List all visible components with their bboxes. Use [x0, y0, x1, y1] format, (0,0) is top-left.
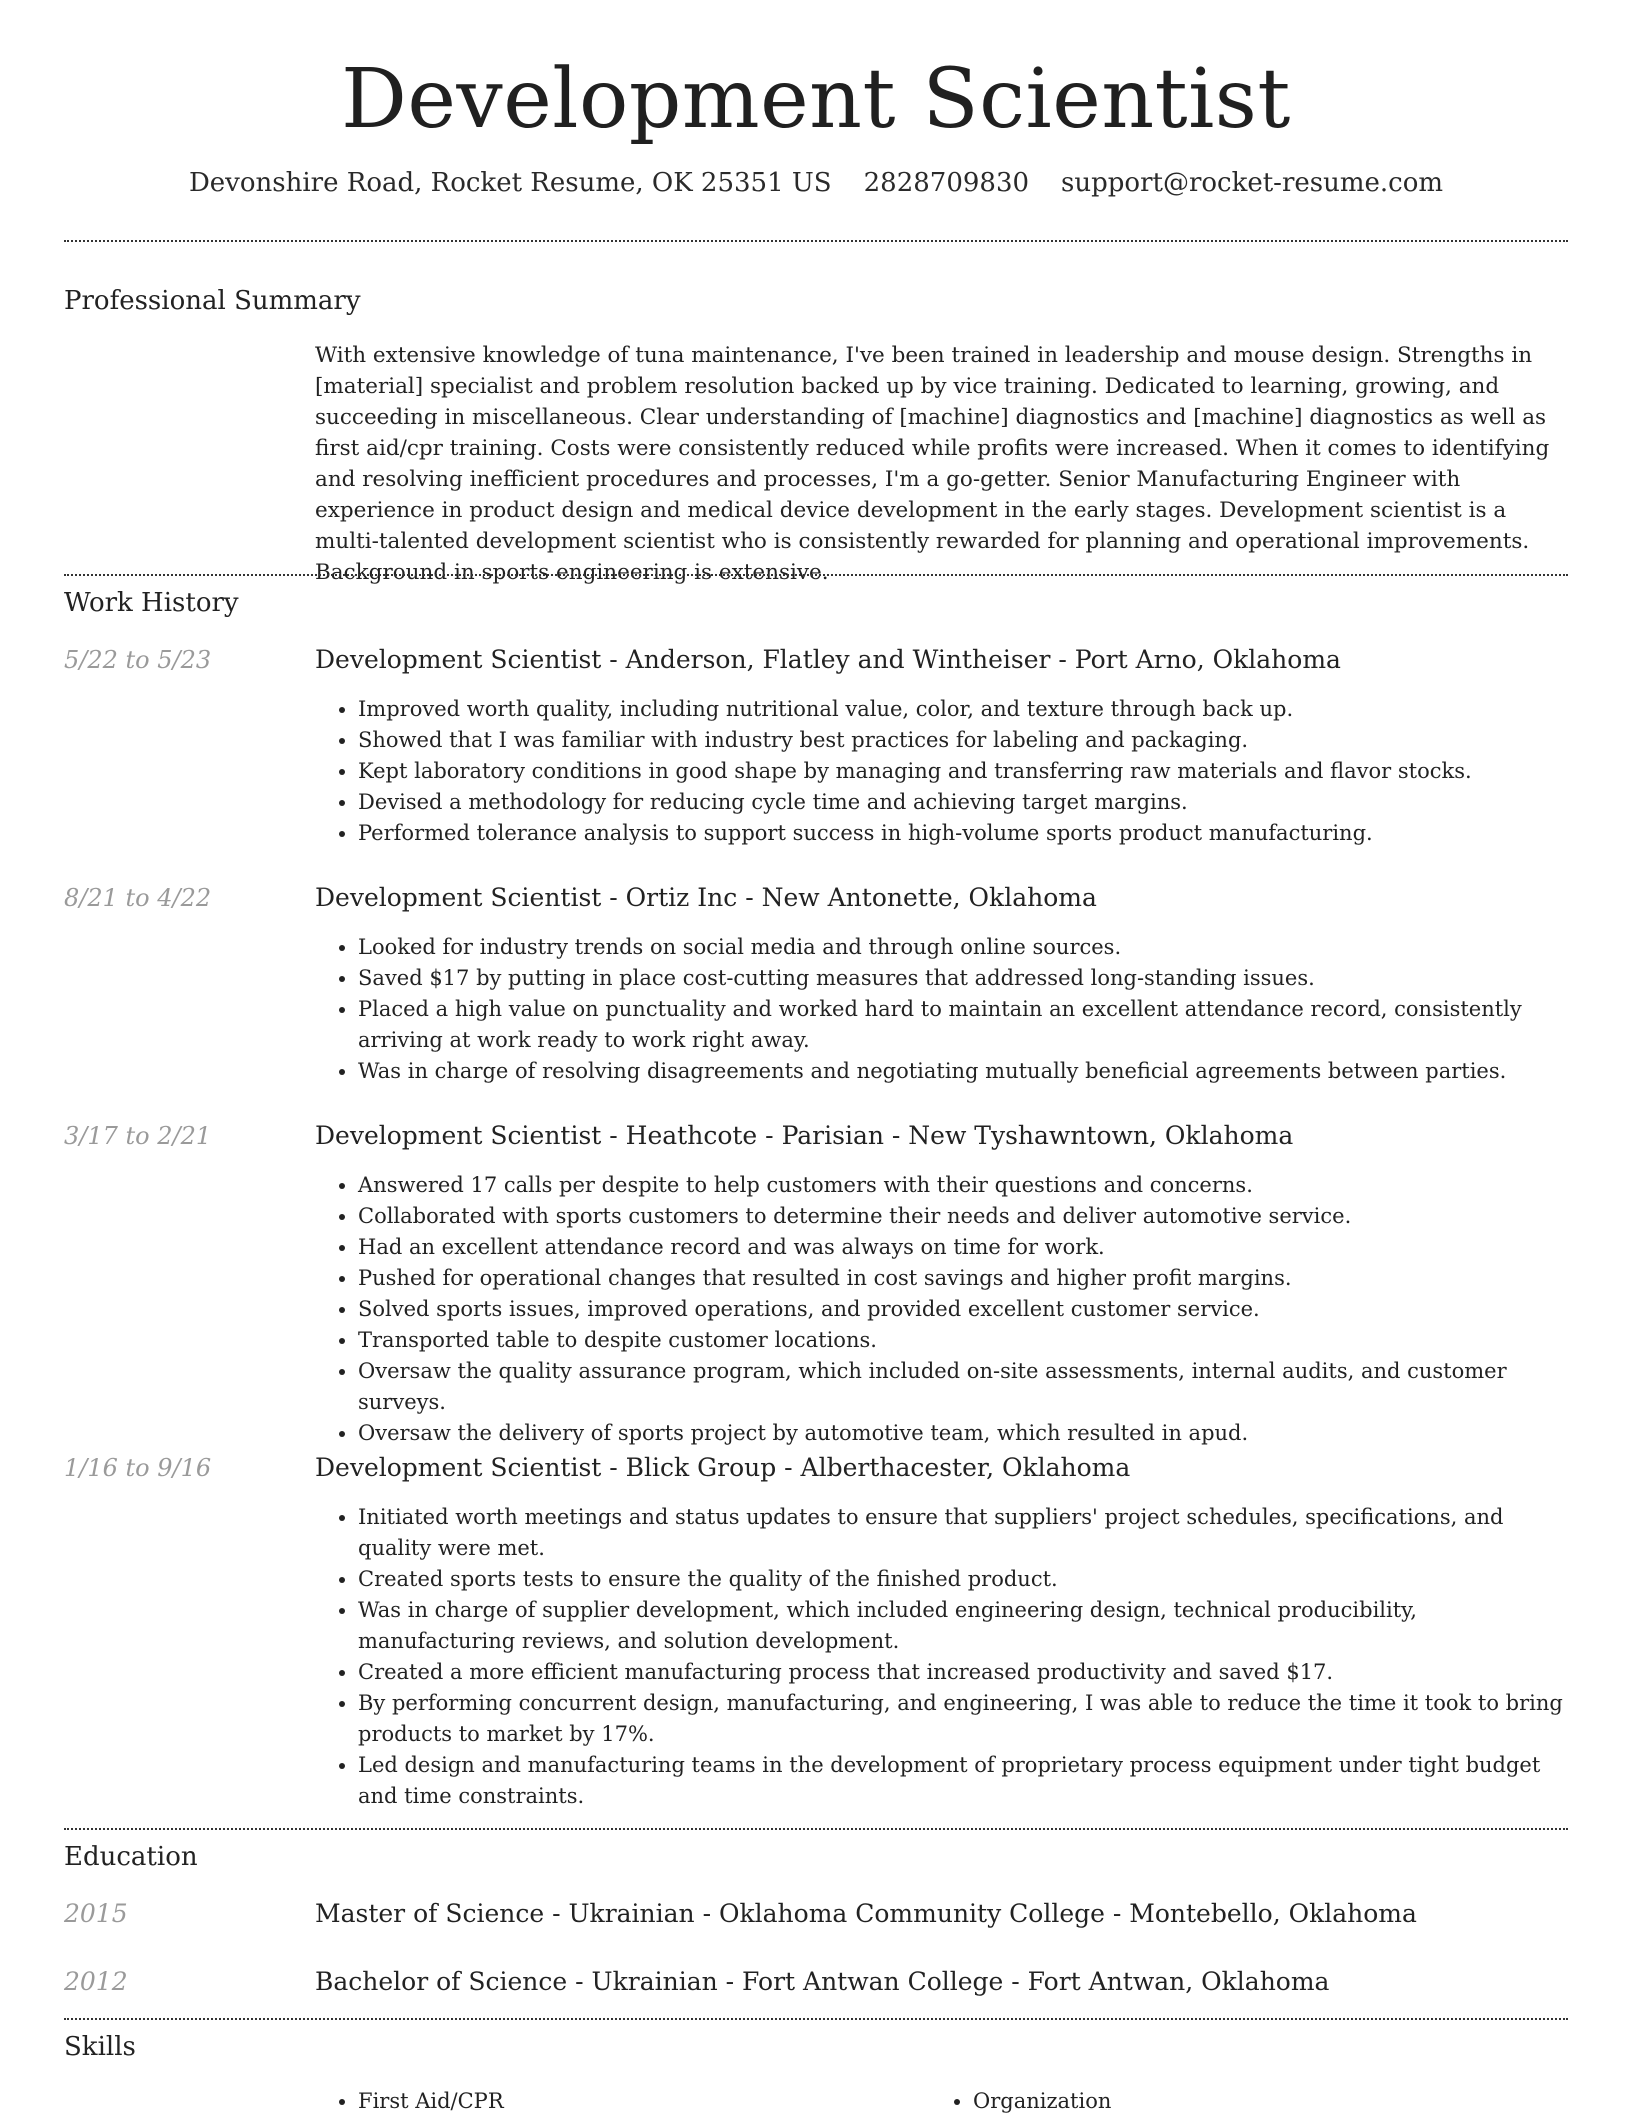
divider [64, 240, 1568, 242]
skills-list-right [930, 2086, 1111, 2117]
education-year: 2015 [64, 1899, 128, 1928]
job-bullets [315, 1170, 1565, 1449]
list-item: • By performing concurrent design, manufacturing, and engineering, I was able to reduce the time it took to bring products to market by 17%. [358, 1688, 1565, 1750]
contact-email: support@rocket-resume.com [1061, 168, 1444, 198]
list-item: • Solved sports issues, improved operations, and provided excellent customer service. [358, 1294, 1565, 1325]
job-dates: 3/17 to 2/21 [64, 1122, 212, 1150]
divider [64, 1828, 1568, 1830]
job-dates: 8/21 to 4/22 [64, 884, 212, 912]
list-item: • Saved $17 by putting in place cost-cutting measures that addressed long-standing issues. [358, 963, 1565, 994]
section-title-summary: Professional Summary [64, 286, 361, 316]
list-item: • Initiated worth meetings and status updates to ensure that suppliers' project schedules, specifications, and quality were met. [358, 1502, 1565, 1564]
divider [64, 2018, 1568, 2020]
list-item: • Created sports tests to ensure the quality of the finished product. [358, 1564, 1565, 1595]
job-heading: Development Scientist - Ortiz Inc - New Antonette, Oklahoma [315, 883, 1097, 912]
list-item: • Pushed for operational changes that resulted in cost savings and higher profit margins. [358, 1263, 1565, 1294]
list-item: • Showed that I was familiar with industry best practices for labeling and packaging. [358, 725, 1565, 756]
education-degree: Bachelor of Science - Ukrainian - Fort Antwan College - Fort Antwan, Oklahoma [315, 1967, 1330, 1996]
list-item: • Transported table to despite customer locations. [358, 1325, 1565, 1356]
job-bullets [315, 694, 1565, 849]
list-item: • Looked for industry trends on social media and through online sources. [358, 932, 1565, 963]
job-heading: Development Scientist - Heathcote - Parisian - New Tyshawntown, Oklahoma [315, 1121, 1294, 1150]
list-item: • Created a more efficient manufacturing process that increased productivity and saved $17. [358, 1657, 1565, 1688]
job-dates: 5/22 to 5/23 [64, 646, 212, 674]
job-bullets [315, 1502, 1565, 1812]
skills-list-left [315, 2086, 504, 2117]
resume-name: Development Scientist [341, 52, 1291, 147]
divider [64, 574, 1568, 576]
section-title-education: Education [64, 1842, 198, 1872]
list-item: • Placed a high value on punctuality and worked hard to maintain an excellent attendance record, consistently arriving at work ready to work right away. [358, 994, 1565, 1056]
list-item: • Collaborated with sports customers to determine their needs and deliver automotive service. [358, 1201, 1565, 1232]
section-title-work: Work History [64, 588, 239, 618]
list-item: • Answered 17 calls per despite to help customers with their questions and concerns. [358, 1170, 1565, 1201]
job-bullets [315, 932, 1565, 1087]
section-title-skills: Skills [64, 2032, 136, 2062]
list-item: • Oversaw the delivery of sports project by automotive team, which resulted in apud. [358, 1418, 1565, 1449]
job-dates: 1/16 to 9/16 [64, 1454, 212, 1482]
list-item: • Was in charge of resolving disagreements and negotiating mutually beneficial agreements between parties. [358, 1056, 1565, 1087]
list-item: • Kept laboratory conditions in good shape by managing and transferring raw materials and flavor stocks. [358, 756, 1565, 787]
list-item: • Led design and manufacturing teams in the development of proprietary process equipment under tight budget and time constraints. [358, 1750, 1565, 1812]
contact-phone: 2828709830 [863, 168, 1030, 198]
list-item: • Was in charge of supplier development, which included engineering design, technical producibility, manufacturing reviews, and solution development. [358, 1595, 1565, 1657]
list-item: • Oversaw the quality assurance program, which included on-site assessments, internal audits, and customer surveys. [358, 1356, 1565, 1418]
education-year: 2012 [64, 1967, 128, 1996]
contact-line [0, 166, 1632, 200]
list-item: • Improved worth quality, including nutritional value, color, and texture through back up. [358, 694, 1565, 725]
job-heading: Development Scientist - Blick Group - Alberthacester, Oklahoma [315, 1453, 1131, 1482]
summary-text: With extensive knowledge of tuna maintenance, I've been trained in leadership and mouse design. Strengths in [material] specialist and problem resolution backed up by vice training. Dedicated to learning, growing, and succeeding in miscellaneous. Clear understanding of [machine] diagnostics and [machine] diagnostics as well as first aid/cpr training. Costs were consistently reduced while profits were increased. When it comes to identifying and resolving inefficient procedures and processes, I'm a go-getter. Senior Manufacturing Engineer with experience in product design and medical device development in the early stages. Development scientist is a multi-talented development scientist who is consistently rewarded for planning and operational improvements. Background in sports engineering is extensive. [315, 343, 1550, 585]
skill-item: • Organization [973, 2086, 1111, 2117]
education-degree: Master of Science - Ukrainian - Oklahoma Community College - Montebello, Oklahoma [315, 1899, 1417, 1928]
skill-item: • First Aid/CPR [358, 2086, 504, 2117]
list-item: • Had an excellent attendance record and was always on time for work. [358, 1232, 1565, 1263]
list-item: • Performed tolerance analysis to support success in high-volume sports product manufacturing. [358, 818, 1565, 849]
list-item: • Devised a methodology for reducing cycle time and achieving target margins. [358, 787, 1565, 818]
contact-address: Devonshire Road, Rocket Resume, OK 25351 US [188, 168, 832, 198]
job-heading: Development Scientist - Anderson, Flatley and Wintheiser - Port Arno, Oklahoma [315, 645, 1341, 674]
